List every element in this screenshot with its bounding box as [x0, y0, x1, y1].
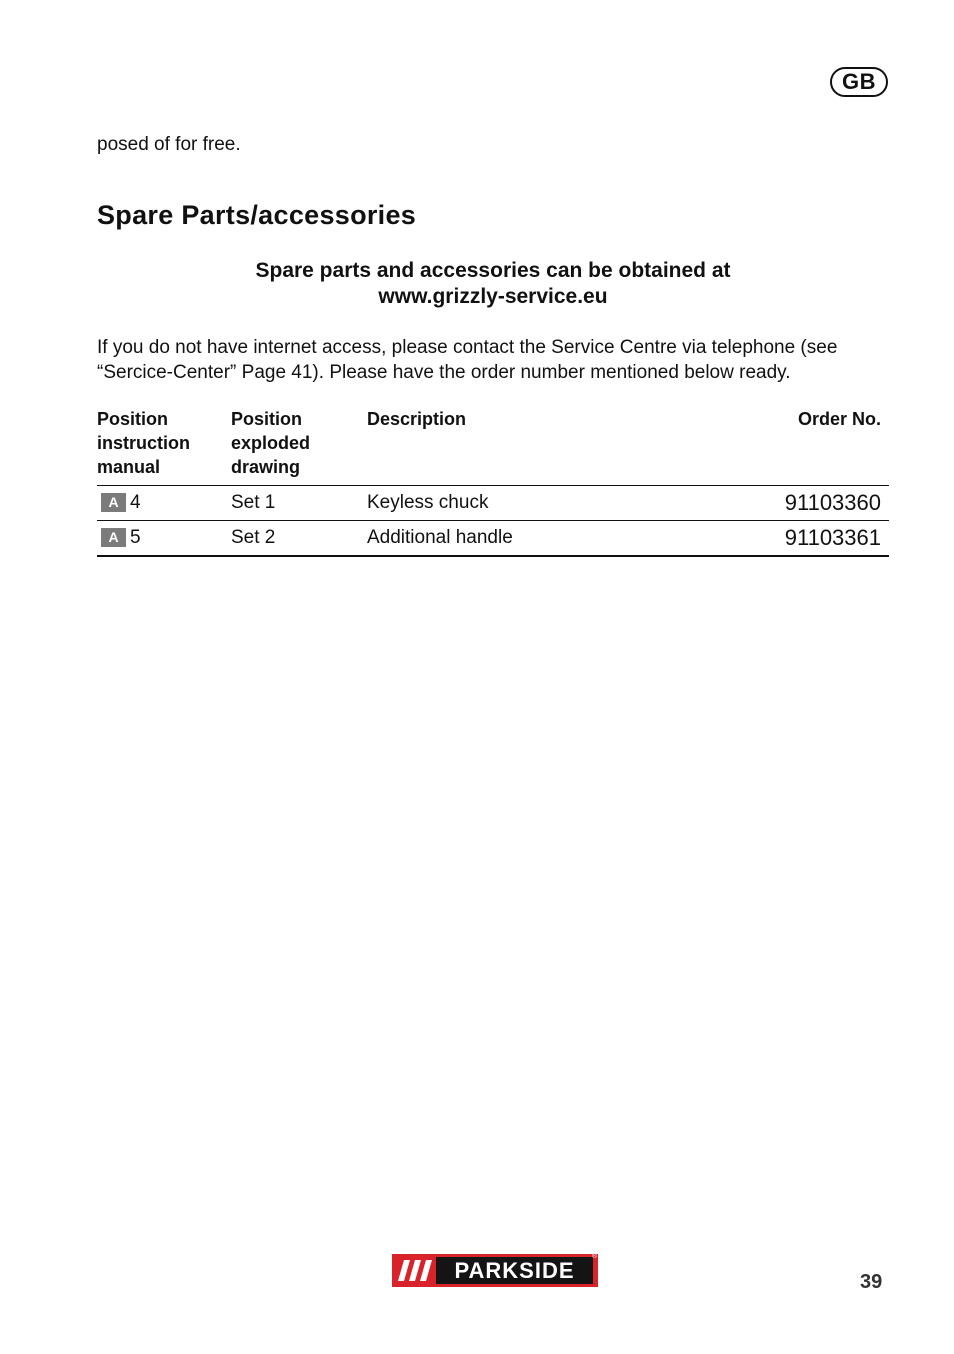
notice-line: Spare parts and accessories can be obtained at [255, 259, 731, 282]
logo-stripes-icon [392, 1254, 436, 1287]
cell-position [97, 486, 231, 521]
cell-position [97, 521, 231, 557]
logo-wordmark [436, 1257, 593, 1284]
figure-badge: A [101, 528, 126, 547]
table-row [97, 486, 889, 521]
parkside-logo [392, 1254, 598, 1287]
header-position-manual [97, 407, 231, 486]
notice-block [97, 258, 889, 310]
header-line: Position [231, 409, 302, 429]
spare-parts-table [97, 407, 889, 557]
cell-description: Additional handle [367, 521, 707, 557]
registered-mark: ® [591, 1253, 597, 1260]
position-number: 5 [130, 527, 141, 548]
cell-exploded: Set 2 [231, 521, 367, 557]
table-row [97, 521, 889, 557]
header-line: exploded [231, 433, 311, 453]
logo-text: PARKSIDE [454, 1257, 575, 1283]
header-line: manual [97, 457, 161, 477]
figure-badge: A [101, 493, 126, 512]
table-header-row [97, 407, 889, 486]
notice-url: www.grizzly-service.eu [378, 285, 608, 308]
header-order-no: Order No. [707, 407, 889, 486]
header-description: Description [367, 407, 707, 486]
language-badge: GB [830, 67, 888, 97]
position-number: 4 [130, 492, 141, 513]
intro-text: posed of for free. [97, 134, 241, 155]
contact-paragraph: If you do not have internet access, please contact the Service Centre via telephone (see “Sercice-Center” Page 41). Please have the order number mentioned below ready. [97, 337, 838, 383]
header-line: instruction [97, 433, 190, 453]
page-number: 39 [860, 1271, 883, 1293]
section-title: Spare Parts/accessories [97, 200, 417, 230]
cell-description: Keyless chuck [367, 486, 707, 521]
cell-order-no: 91103361 [707, 521, 889, 557]
cell-order-no: 91103360 [707, 486, 889, 521]
cell-exploded: Set 1 [231, 486, 367, 521]
header-line: Position [97, 409, 168, 429]
header-position-drawing [231, 407, 367, 486]
header-line: drawing [231, 457, 301, 477]
